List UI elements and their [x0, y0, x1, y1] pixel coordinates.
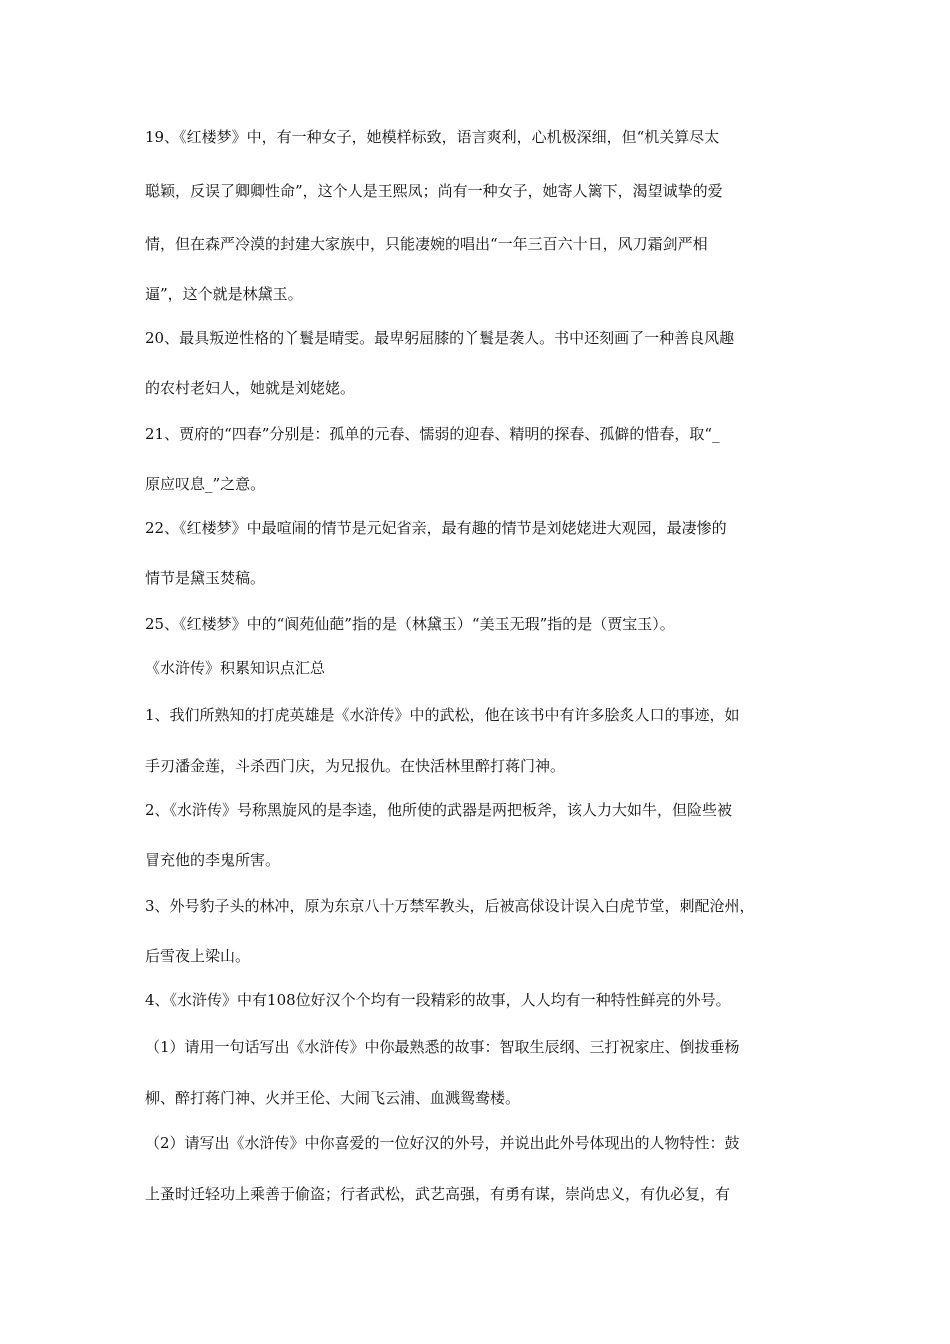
text-line: 柳、醉打蒋门神、火并王伦、大闹飞云浦、血溅鸳鸯楼。	[145, 1089, 521, 1107]
text-line: 19、《红楼梦》中，有一种女子，她模样标致，语言爽利，心机极深细，但“机关算尽太	[145, 128, 720, 146]
text-line: 情节是黛玉焚稿。	[145, 569, 266, 587]
text-line: 20、最具叛逆性格的丫鬟是晴雯。最卑躬屈膝的丫鬟是袭人。书中还刻画了一种善良风趣	[145, 329, 735, 347]
text-line: 25、《红楼梦》中的“阆苑仙葩”指的是（林黛玉）“美玉无瑕”指的是（贾宝玉）。	[145, 615, 675, 633]
section-heading: 《水浒传》积累知识点汇总	[145, 659, 326, 677]
text-line: 3、外号豹子头的林冲，原为东京八十万禁军教头，后被高俅设计误入白虎节堂，刺配沧州，	[145, 897, 755, 915]
text-line: （1）请用一句话写出《水浒传》中你最熟悉的故事：智取生辰纲、三打祝家庄、倒拔垂杨	[145, 1038, 740, 1056]
text-line: 1、我们所熟知的打虎英雄是《水浒传》中的武松，他在该书中有许多脍炙人口的事迹，如	[145, 706, 740, 724]
text-line: 原应叹息_”之意。	[145, 475, 266, 493]
text-line: 22、《红楼梦》中最喧闹的情节是元妃省亲，最有趣的情节是刘姥姥进大观园，最凄惨的	[145, 519, 727, 537]
text-line: 4、《水浒传》中有108位好汉个个均有一段精彩的故事，人人均有一种特性鲜亮的外号。	[145, 991, 731, 1009]
text-line: （2）请写出《水浒传》中你喜爱的一位好汉的外号，并说出此外号体现出的人物特性：鼓	[145, 1134, 740, 1152]
text-line: 手刃潘金莲，斗杀西门庆，为兄报仇。在快活林里醉打蒋门神。	[145, 757, 566, 775]
text-line: 后雪夜上梁山。	[145, 947, 251, 965]
text-line: 21、贾府的“四春”分别是：孤单的元春、懦弱的迎春、精明的探春、孤僻的惜春，取“_	[145, 425, 720, 443]
text-line: 2、《水浒传》号称黑旋风的是李逵，他所使的武器是两把板斧，该人力大如牛，但险些被	[145, 801, 733, 819]
text-line: 冒充他的李鬼所害。	[145, 851, 281, 869]
text-line: 的农村老妇人，她就是刘姥姥。	[145, 379, 356, 397]
text-line: 逼”，这个就是林黛玉。	[145, 285, 303, 303]
text-line: 上蚤时迁轻功上乘善于偷盗；行者武松，武艺高强，有勇有谋，崇尚忠义，有仇必复，有	[145, 1185, 731, 1203]
text-line: 聪颖，反误了卿卿性命”，这个人是王熙凤；尚有一种女子，她寄人篱下，渴望诚挚的爱	[145, 182, 723, 200]
text-line: 情，但在森严冷漠的封建大家族中，只能凄婉的唱出“一年三百六十日，风刀霜剑严相	[145, 235, 708, 253]
